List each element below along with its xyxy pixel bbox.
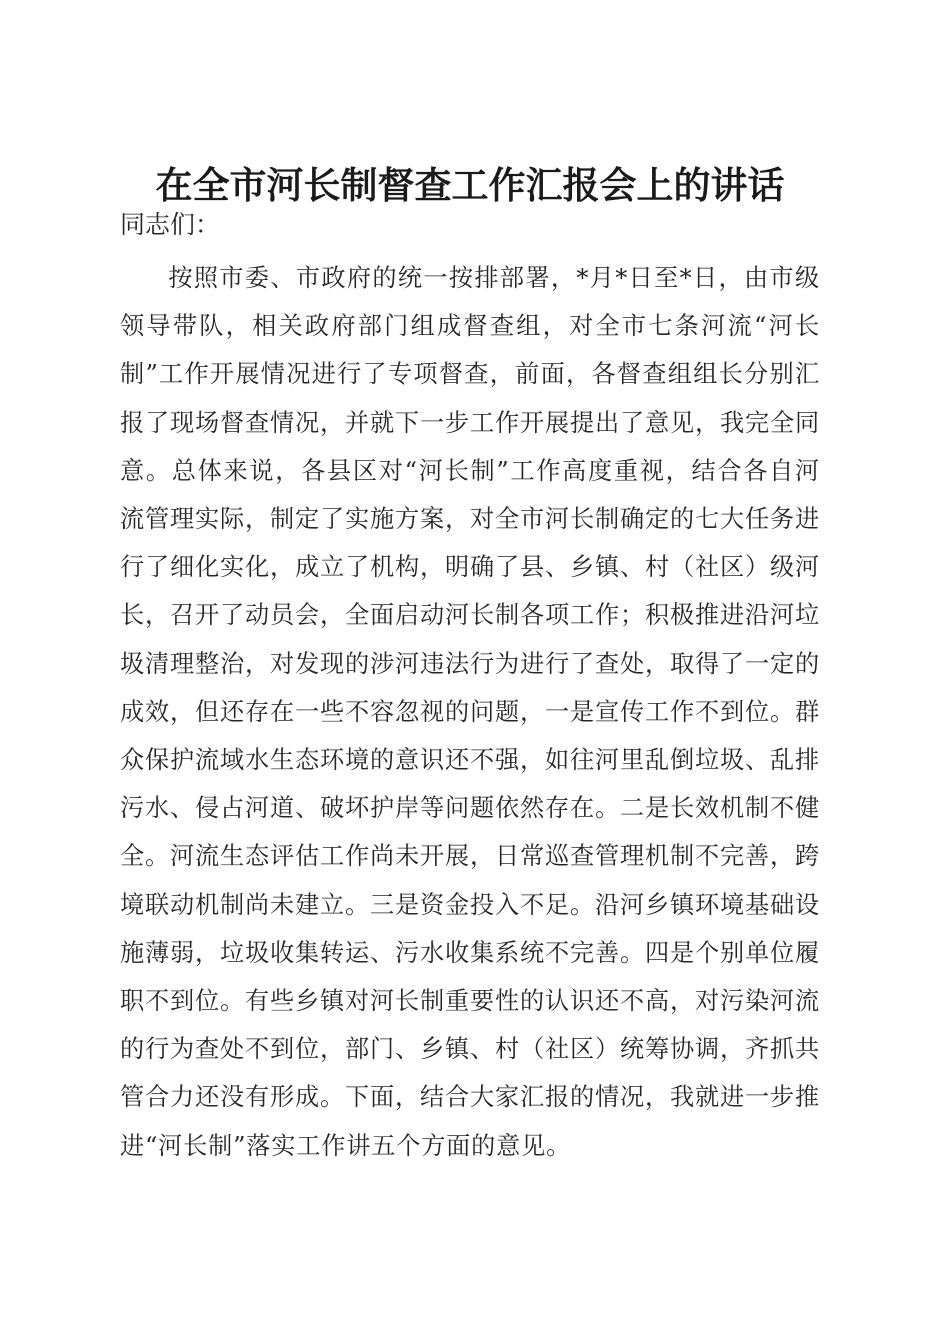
salutation: 同志们：	[120, 210, 221, 239]
document-title: 在全市河长制督查工作汇报会上的讲话	[155, 162, 785, 207]
body-paragraph: 按照市委、市政府的统一按排部署，*月*日至*日，由市级领导带队，相关政府部门组成督查组，对全市七条河流“河长制”工作开展情况进行了专项督查，前面，各督查组组长分别汇报了现场督查情况，并就下一步工作开展提出了意见，我完全同意。总体来说，各县区对“河长制”工作高度重视，结合各自河流管理实际，制定了实施方案，对全市河长制确定的七大任务进行了细化实化，成立了机构，明确了县、乡镇、村（社区）级河长，召开了动员会，全面启动河长制各项工作；积极推进沿河垃圾清理整治，对发现的涉河违法行为进行了查处，取得了一定的成效，但还存在一些不容忽视的问题，一是宣传工作不到位。群众保护流域水生态环境的意识还不强，如往河里乱倒垃圾、乱排污水、侵占河道、破坏护岸等问题依然存在。二是长效机制不健全。河流生态评估工作尚未开展，日常巡查管理机制不完善，跨境联动机制尚未建立。三是资金投入不足。沿河乡镇环境基础设施薄弱，垃圾收集转运、污水收集系统不完善。四是个别单位履职不到位。有些乡镇对河长制重要性的认识还不高，对污染河流的行为查处不到位，部门、乡镇、村（社区）统筹协调，齐抓共管合力还没有形成。下面，结合大家汇报的情况，我就进一步推进“河长制”落实工作讲五个方面的意见。	[120, 264, 820, 1160]
